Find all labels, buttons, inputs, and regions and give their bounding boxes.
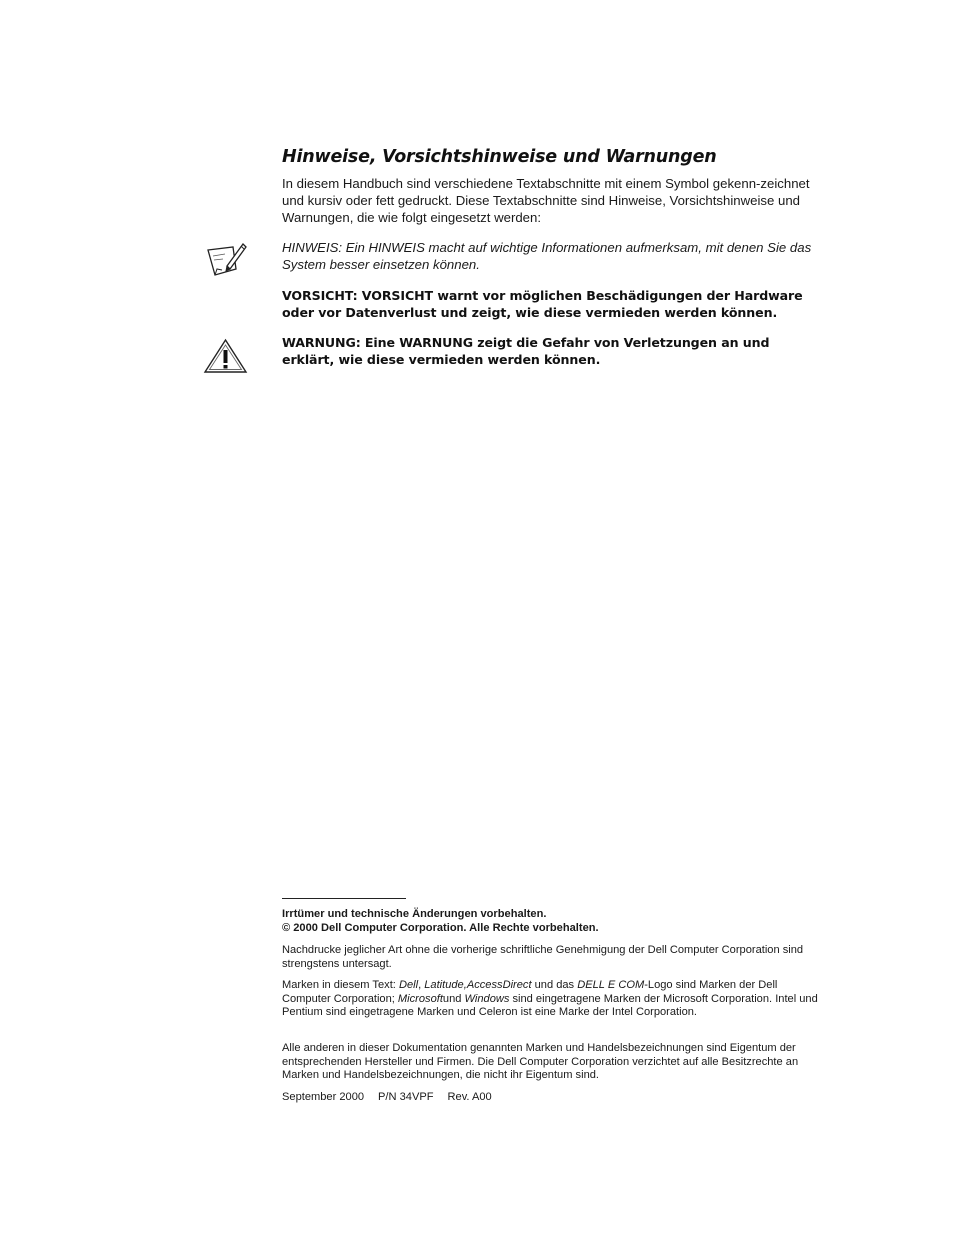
legal-notice [282,908,818,935]
publication-date: September 2000 [282,1091,365,1103]
trademark-dellecom: DELL E COM [577,979,645,991]
trademark-dell: Dell [398,979,419,991]
note-text: HINWEIS: Ein HINWEIS macht auf wichtige Informationen aufmerksam, mit denen Sie das System besser einsetzen können. [282,240,812,272]
part-number: P/N 34VPF [378,1091,434,1103]
footnote-divider [282,898,406,899]
trademark-mid2: -Logo sind Marken der Dell Computer Corporation; [282,979,778,1005]
other-trademarks-notice: Alle anderen in dieser Dokumentation genannten Marken und Handelsbezeichnungen sind Eigentum der entsprechenden Hersteller und Firmen. Die Dell Computer Corporation verzichtet auf alle Besitzrechte an Marken und Handelsbezeichnungen, die nicht ihr Eigentum sind. [282,1042,799,1082]
trademark-suffix: sind eingetragene Marken der Microsoft Corporation. Intel und Pentium sind eingetragene Marken und Celeron ist eine Marke der Intel Corporation. [282,992,818,1019]
trademark-prefix: Marken in diesem Text: [282,979,399,991]
section-title: Hinweise, Vorsichtshinweise und Warnungen [282,147,717,167]
caution-text: VORSICHT: VORSICHT warnt vor möglichen Beschädigungen der Hardware oder vor Datenverlust und zeigt, wie diese vermieden werden können. [282,288,803,320]
publication-info [282,1091,818,1105]
revision: Rev. A00 [447,1091,492,1103]
intro-paragraph: In diesem Handbuch sind verschiedene Textabschnitte mit einem Symbol gekenn-zeichnet und kursiv oder fett gedruckt. Diese Textabschnitte sind Hinweise, Vorsichtshinweise und Warnungen, die wie folgt eingesetzt werden: [282,176,810,225]
trademark-latitude: Latitude, [424,979,467,991]
reproduction-notice: Nachdrucke jeglicher Art ohne die vorherige schriftliche Genehmigung der Dell Computer Corporation sind strengstens untersagt. [282,944,804,970]
trademark-microsoft: Microsoft [397,992,443,1005]
warning-triangle-icon [203,338,248,374]
trademark-notice [282,979,818,1020]
copyright-line: © 2000 Dell Computer Corporation. Alle Rechte vorbehalten. [282,921,599,934]
warning-text: WARNUNG: Eine WARNUNG zeigt die Gefahr von Verletzungen an und erklärt, wie diese vermieden werden können. [282,335,770,367]
trademark-windows: Windows [464,992,510,1005]
note-pencil-icon [205,239,247,281]
trademark-accessdirect: AccessDirect [466,979,532,991]
trademark-sep: , [418,979,425,991]
trademark-mid1: und das [531,979,578,991]
trademark-und: und [442,992,465,1005]
legal-disclaimer: Irrtümer und technische Änderungen vorbehalten. [282,908,547,920]
